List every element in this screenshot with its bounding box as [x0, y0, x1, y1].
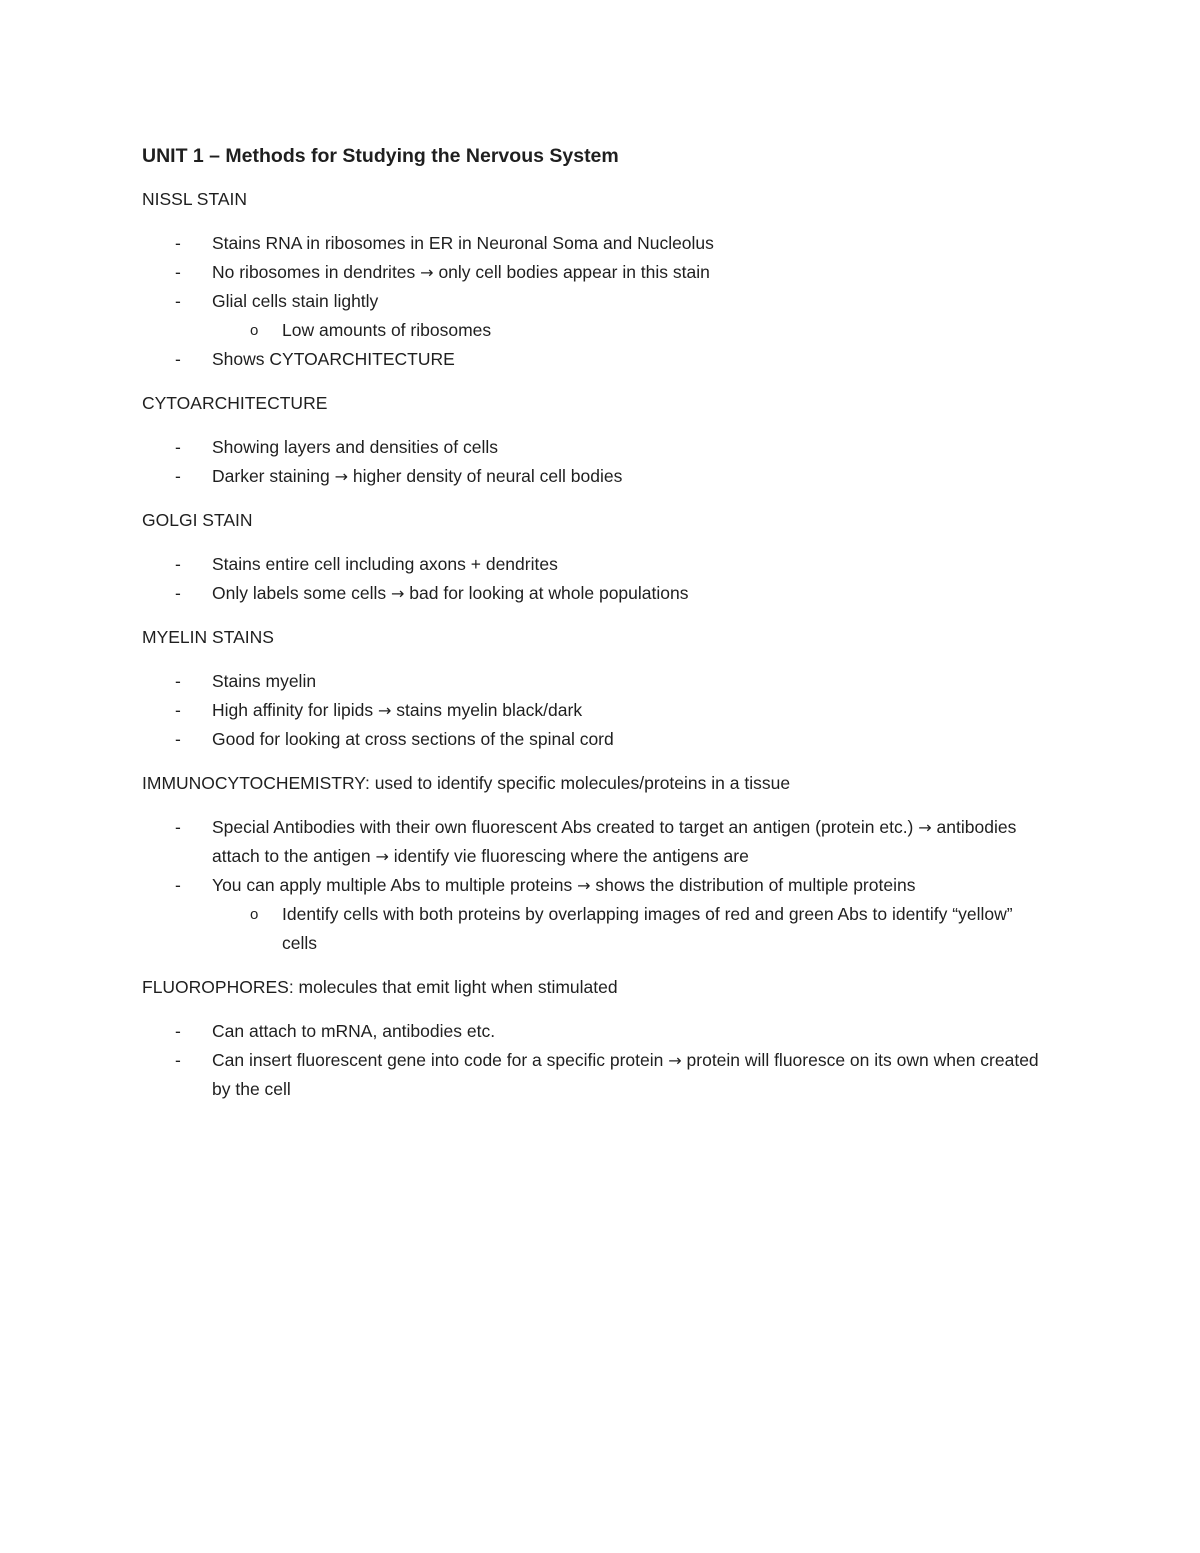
bullet-list — [142, 1017, 1052, 1104]
list-item-text: Showing layers and densities of cells — [212, 437, 498, 457]
sub-bullet-list — [212, 900, 1052, 958]
list-item — [142, 813, 1052, 871]
arrow-right-icon: → — [668, 1051, 682, 1070]
list-item-text: Good for looking at cross sections of the spinal cord — [212, 729, 614, 749]
section-heading: NISSL STAIN — [142, 189, 248, 209]
bullet-list — [142, 667, 1052, 754]
section-golgi-stain — [142, 506, 1052, 608]
list-item — [142, 871, 1052, 958]
bullet-list — [142, 229, 1052, 374]
dash-bullet: - — [175, 466, 181, 486]
section-heading: MYELIN STAINS — [142, 627, 274, 647]
dash-bullet: - — [175, 1021, 181, 1041]
list-item-text: Darker staining — [212, 466, 330, 486]
sub-list-item — [212, 900, 1052, 958]
list-item-text: Glial cells stain lightly — [212, 291, 379, 311]
dash-bullet: - — [175, 700, 181, 720]
bullet-list — [142, 550, 1052, 608]
list-item — [142, 550, 1052, 579]
section-cytoarchitecture — [142, 389, 1052, 491]
section-fluorophores — [142, 973, 1052, 1104]
list-item-text: protein will fluoresce on its own when created by the cell — [212, 1050, 1039, 1099]
circle-bullet: o — [250, 322, 259, 339]
list-item-text: identify vie fluorescing where the antigens are — [393, 846, 749, 866]
list-item-text: Only labels some cells — [212, 583, 387, 603]
list-item-text: Low amounts of ribosomes — [282, 320, 492, 340]
list-item — [142, 1046, 1052, 1104]
arrow-right-icon: → — [918, 818, 932, 837]
list-item-text: shows the distribution of multiple proteins — [595, 875, 916, 895]
list-item — [142, 579, 1052, 608]
list-item-text: Stains myelin — [212, 671, 317, 691]
list-item-text: Special Antibodies with their own fluorescent Abs created to target an antigen (protein etc.) — [212, 817, 914, 837]
bullet-list — [142, 813, 1052, 958]
section-heading: GOLGI STAIN — [142, 510, 253, 530]
dash-bullet: - — [175, 233, 181, 253]
section-immunocytochemistry — [142, 769, 1052, 958]
arrow-right-icon: → — [334, 467, 348, 486]
list-item — [142, 433, 1052, 462]
list-item-text: Identify cells with both proteins by overlapping images of red and green Abs to identify “yellow” cells — [282, 904, 1013, 953]
list-item-text: stains myelin black/dark — [396, 700, 583, 720]
dash-bullet: - — [175, 554, 181, 574]
list-item — [142, 287, 1052, 345]
list-item — [142, 667, 1052, 696]
dash-bullet: - — [175, 671, 181, 691]
list-item — [142, 696, 1052, 725]
list-item — [142, 462, 1052, 491]
dash-bullet: - — [175, 817, 181, 837]
list-item — [142, 1017, 1052, 1046]
list-item-text: antibodies attach to the antigen — [212, 817, 1017, 866]
dash-bullet: - — [175, 875, 181, 895]
sub-list-item — [212, 316, 1052, 345]
dash-bullet: - — [175, 291, 181, 311]
arrow-right-icon: → — [420, 263, 434, 282]
dash-bullet: - — [175, 349, 181, 369]
section-heading: IMMUNOCYTOCHEMISTRY: used to identify specific molecules/proteins in a tissue — [142, 773, 791, 793]
bullet-list — [142, 433, 1052, 491]
list-item — [142, 229, 1052, 258]
list-item-text: Shows CYTOARCHITECTURE — [212, 349, 455, 369]
list-item-text: only cell bodies appear in this stain — [438, 262, 710, 282]
arrow-right-icon: → — [375, 847, 389, 866]
arrow-right-icon: → — [378, 701, 392, 720]
section-nissl-stain — [142, 185, 1052, 374]
list-item-text: You can apply multiple Abs to multiple proteins — [212, 875, 573, 895]
list-item — [142, 258, 1052, 287]
list-item-text: Stains entire cell including axons + dendrites — [212, 554, 558, 574]
page-title: UNIT 1 – Methods for Studying the Nervous System — [142, 145, 619, 167]
list-item-text: bad for looking at whole populations — [409, 583, 689, 603]
dash-bullet: - — [175, 437, 181, 457]
list-item-text: Can insert fluorescent gene into code for a specific protein — [212, 1050, 664, 1070]
dash-bullet: - — [175, 262, 181, 282]
list-item — [142, 345, 1052, 374]
list-item-text: High affinity for lipids — [212, 700, 374, 720]
circle-bullet: o — [250, 906, 259, 923]
dash-bullet: - — [175, 1050, 181, 1070]
list-item-text: Can attach to mRNA, antibodies etc. — [212, 1021, 496, 1041]
arrow-right-icon: → — [390, 584, 405, 603]
dash-bullet: - — [175, 729, 181, 749]
section-myelin-stains — [142, 623, 1052, 754]
list-item-text: higher density of neural cell bodies — [352, 466, 623, 486]
list-item — [142, 725, 1052, 754]
section-heading: CYTOARCHITECTURE — [142, 393, 328, 413]
arrow-right-icon: → — [577, 876, 591, 895]
sub-bullet-list — [212, 316, 1052, 345]
list-item-text: Stains RNA in ribosomes in ER in Neuronal Soma and Nucleolus — [212, 233, 714, 253]
list-item-text: No ribosomes in dendrites — [212, 262, 416, 282]
document-content — [142, 142, 1052, 1119]
dash-bullet: - — [175, 583, 181, 603]
section-heading: FLUOROPHORES: molecules that emit light when stimulated — [142, 977, 618, 997]
